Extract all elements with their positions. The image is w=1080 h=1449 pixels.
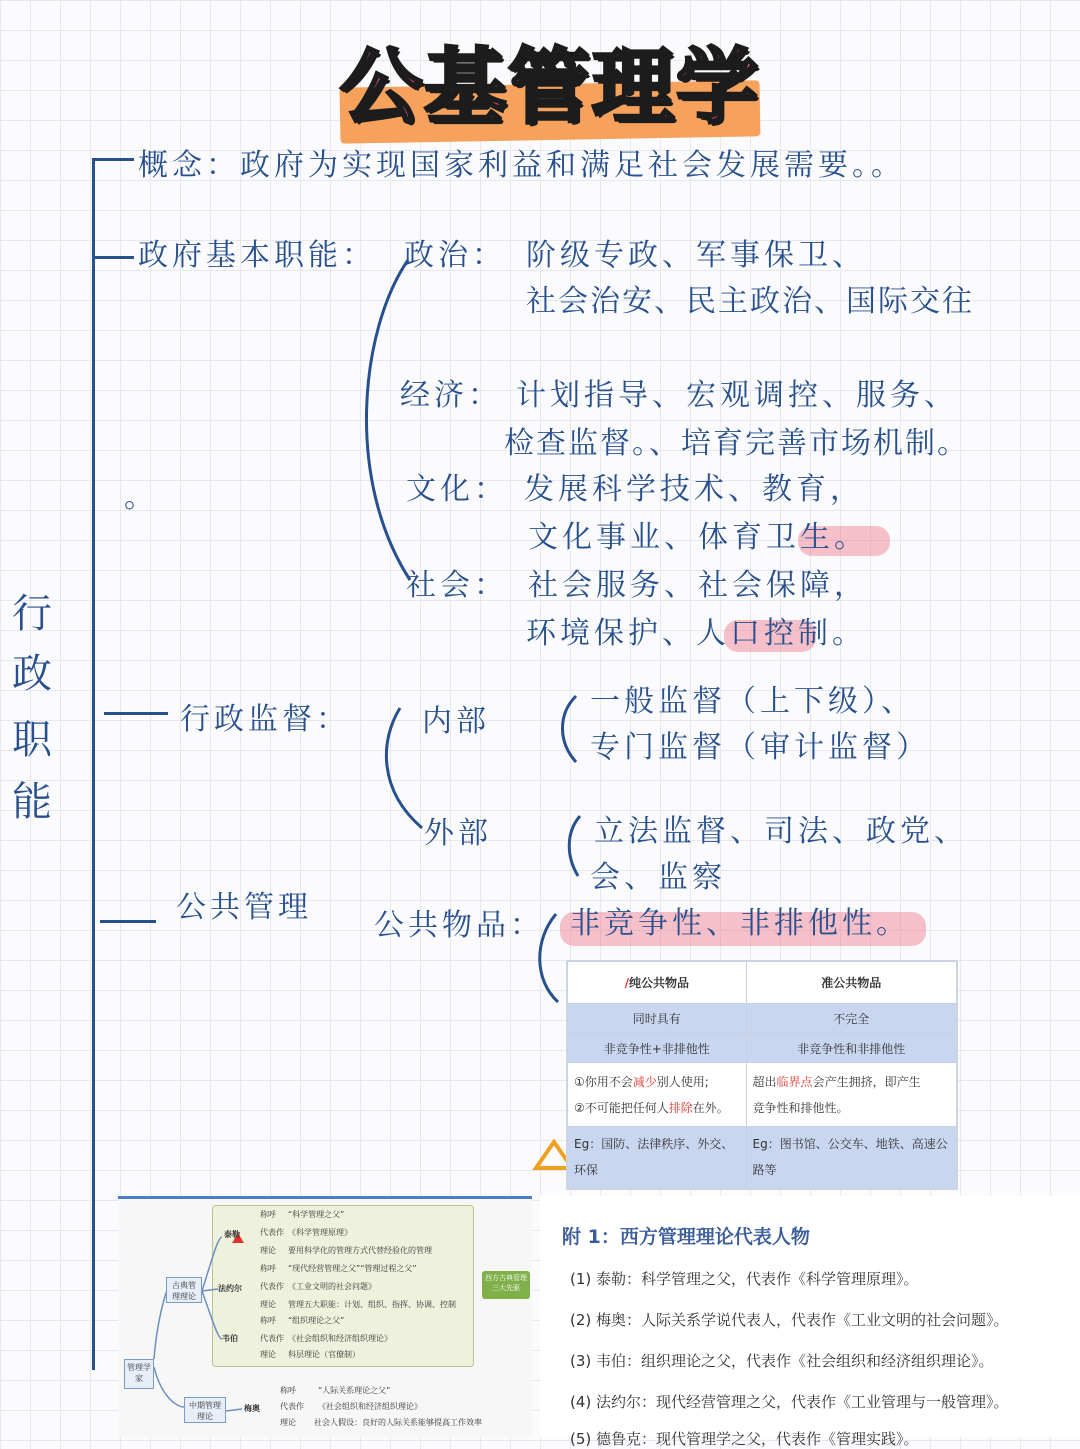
mindmap-root-node: 管理学家	[124, 1359, 154, 1389]
table-header: /纯公共物品	[568, 962, 747, 1004]
table-cell: ①你用不会减少别人使用; ②不可能把任何人排除在外。	[568, 1063, 747, 1126]
mindmap-text: 代表作	[280, 1402, 304, 1411]
culture-line2-b: 卫生	[766, 520, 834, 555]
side-label-char: 能	[12, 779, 52, 825]
table-cell: 不完全	[746, 1004, 956, 1034]
internal-brace	[556, 690, 586, 770]
society-line2	[526, 608, 866, 652]
side-label-char: 政	[12, 651, 52, 697]
table-cell: 非竞争性和非排他性	[746, 1033, 956, 1063]
mindmap-text: 科层理论（官僚制）	[288, 1350, 360, 1359]
society-line2-a: 环境保护、	[526, 616, 696, 651]
society-line2-c: 制。	[798, 616, 866, 651]
politics-line1: 阶级专政、军事保卫、	[526, 238, 866, 273]
mindmap-classical-node: 古典管理理论	[166, 1277, 202, 1303]
supervision-label: 行政监督：	[180, 702, 350, 737]
mindmap-person: 梅奥	[244, 1404, 260, 1413]
mindmap-text: 理论	[260, 1300, 276, 1309]
politics-line2: 社会治安、民主政治、国际交往	[526, 284, 974, 319]
mindmap-text: 管理五大职能：计划、组织、指挥、协调、控制	[288, 1300, 456, 1309]
stray-dot: 。	[124, 480, 158, 515]
politics-label: 政治：	[404, 238, 506, 273]
supervision-internal-label: 内部	[422, 704, 490, 739]
internal-line2: 专门监督（审计监督）	[590, 730, 930, 765]
branch-line-public	[100, 920, 156, 923]
mindmap-text: 代表作	[260, 1228, 284, 1237]
table-cell: 非竞争性+非排他性	[568, 1033, 747, 1063]
external-line2: 会、监察	[590, 860, 726, 895]
table-cell: Eg：图书馆、公交车、地铁、高速公路等	[746, 1126, 956, 1188]
mindmap-text: “人际关系理论之父”	[318, 1386, 391, 1395]
branch-line-supervision	[104, 712, 168, 715]
public-goods-end: 。	[876, 906, 910, 941]
appendix-item: (3) 韦伯：组织理论之父，代表作《社会组织和经济组织理论》。	[570, 1352, 994, 1370]
mindmap-text: 要用科学化的管理方式代替经验化的管理	[288, 1246, 432, 1255]
mindmap-modern-node: 中期管理理论	[184, 1397, 226, 1423]
mindmap-text: 《工业文明的社会问题》	[288, 1282, 376, 1291]
economy-line1: 计划指导、宏观调控、服务、	[516, 378, 958, 413]
mindmap-text: 理论	[280, 1418, 296, 1427]
appendix-item: (4) 法约尔：现代经营管理之父，代表作《工业管理与一般管理》。	[570, 1393, 1009, 1411]
mindmap-text: 《科学管理原理》	[288, 1228, 352, 1237]
internal-line1: 一般监督（上下级）、	[590, 684, 915, 719]
public-goods-text: 非竞争性、非排他性	[570, 906, 876, 941]
culture-label: 文化：	[406, 472, 508, 507]
mindmap-person: 韦伯	[222, 1334, 238, 1343]
table-cell: 同时具有	[568, 1004, 747, 1034]
external-brace	[562, 812, 592, 882]
appendix-item: (2) 梅奥：人际关系学说代表人，代表作《工业文明的社会问题》。	[570, 1311, 1009, 1329]
mindmap-text: 《社会组织和经济组织理论》	[288, 1334, 392, 1343]
table-header: 准公共物品	[746, 962, 956, 1004]
mindmap-text: 称呼	[260, 1316, 276, 1325]
culture-line2-c: 。	[834, 520, 868, 555]
main-trunk-line	[92, 158, 95, 1370]
mindmap-text: 代表作	[260, 1282, 284, 1291]
mindmap-text: 代表作	[260, 1334, 284, 1343]
mindmap-text: 社会人假设：良好的人际关系能够提高工作效率	[314, 1418, 482, 1427]
appendix-item: (1) 泰勒：科学管理之父，代表作《科学管理原理》。	[570, 1270, 919, 1288]
mindmap-text: “组织理论之父”	[288, 1316, 345, 1325]
page-title: 公基管理学	[339, 40, 760, 135]
society-line2-b: 人口控	[696, 616, 798, 651]
appendix-item: (5) 德鲁克：现代管理学之父，代表作《管理实践》。	[570, 1430, 919, 1448]
mindmap-green-node: 西方古典管理三大先驱	[482, 1271, 530, 1299]
public-management-label: 公共管理	[176, 890, 312, 925]
side-label-char: 职	[12, 717, 52, 763]
public-goods-table	[566, 960, 958, 1190]
mindmap-text: 《社会组织和经济组织理论》	[318, 1402, 422, 1411]
table-cell: 超出临界点会产生拥挤，即产生 竞争性和排他性。	[746, 1063, 956, 1126]
culture-line1: 发展科学技术、教育，	[524, 472, 864, 507]
mindmap-person: 泰勒	[224, 1230, 240, 1239]
culture-line2-a: 文化事业、体育	[528, 520, 766, 555]
table-cell: Eg：国防、法律秩序、外交、环保	[568, 1126, 747, 1188]
society-line1: 社会服务、社会保障，	[528, 568, 868, 603]
mindmap-person: 法约尔	[218, 1284, 242, 1293]
mindmap-text: 理论	[260, 1246, 276, 1255]
appendix-title: 附 1：西方管理理论代表人物	[562, 1226, 810, 1248]
mindmap-text: 称呼	[280, 1386, 296, 1395]
public-goods-label: 公共物品：	[374, 908, 544, 943]
public-goods-value	[570, 898, 910, 942]
concept-text: 概念：政府为实现国家利益和满足社会发展需要。。	[138, 148, 905, 183]
external-line1: 立法监督、司法、政党、	[594, 814, 968, 849]
culture-line2	[528, 512, 868, 556]
society-label: 社会：	[406, 568, 508, 603]
appendix-panel	[540, 1196, 1080, 1448]
economy-label: 经济：	[400, 378, 502, 413]
branch-line-concept	[92, 158, 134, 161]
mindmap-text: 称呼	[260, 1264, 276, 1273]
side-label-char: 行	[12, 591, 52, 637]
mindmap-image	[118, 1196, 532, 1437]
supervision-external-label: 外部	[424, 816, 492, 851]
basic-functions-label: 政府基本职能：	[138, 238, 376, 273]
functions-brace	[350, 250, 420, 590]
branch-line-functions	[92, 256, 134, 259]
mindmap-text: 理论	[260, 1350, 276, 1359]
mindmap-text: “科学管理之父”	[288, 1210, 345, 1219]
mindmap-text: “现代经营管理之父”“管理过程之父”	[288, 1264, 417, 1273]
economy-line2: 检查监督。、培育完善市场机制。	[504, 426, 969, 461]
mindmap-text: 称呼	[260, 1210, 276, 1219]
